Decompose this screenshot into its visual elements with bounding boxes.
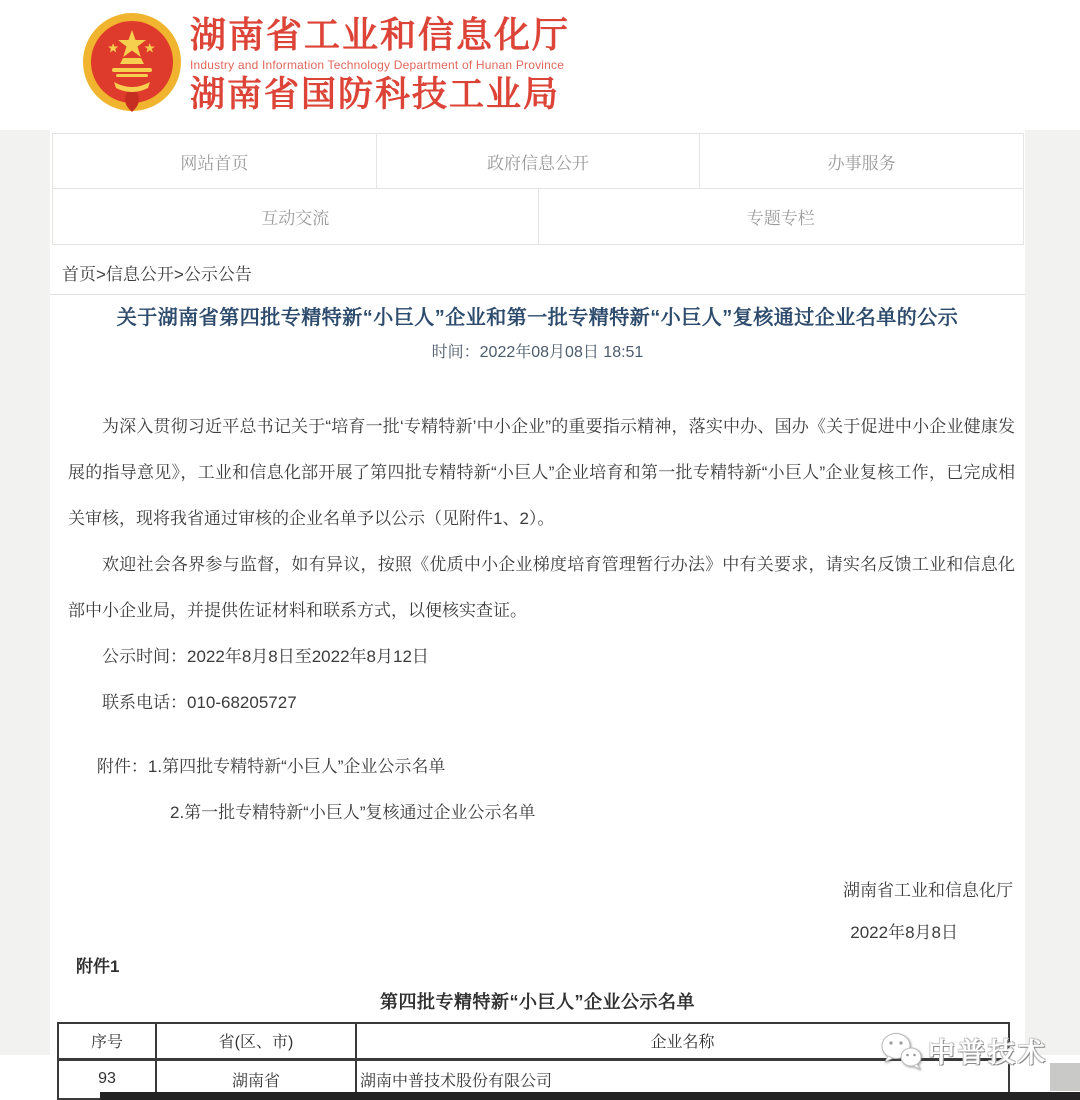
cell-seq: 93 [58, 1059, 156, 1099]
breadcrumb-divider [50, 294, 1025, 295]
nav-item-home[interactable]: 网站首页 [180, 153, 249, 173]
column-header-province: 省(区、市) [156, 1023, 356, 1059]
org-name-cn-secondary: 湖南省国防科技工业局 [190, 75, 561, 114]
signature-block [50, 878, 1013, 946]
attachment-item-2: 2.第一批专精特新“小巨人”复核通过企业公示名单 [170, 803, 536, 822]
signature-organization: 湖南省工业和信息化厅 [843, 881, 1013, 900]
org-name-english: Industry and Information Technology Department of Hunan Province [190, 58, 565, 72]
left-margin-strip [0, 130, 50, 1055]
site-header [0, 0, 1080, 130]
annex-1-label: 附件1 [76, 957, 120, 976]
nav-row-2 [53, 189, 1023, 244]
cell-company: 湖南中普技术股份有限公司 [356, 1059, 1009, 1099]
article-body [68, 404, 1015, 836]
article-paragraph-1: 为深入贯彻习近平总书记关于“培育一批‘专精特新’中小企业”的重要指示精神，落实中办、国办《关于促进中小企业健康发展的指导意见》，工业和信息化部开展了第四批专精特新“小巨人”企业培育和第一批专精特新“小巨人”企业复核工作，已完成相关审核，现将我省通过审核的企业名单予以公示（见附件1、2）。 [68, 417, 1015, 528]
attachment-item-1: 附件：1.第四批专精特新“小巨人”企业公示名单 [96, 757, 446, 776]
watermark-text: 中普技术 [928, 1037, 1048, 1068]
column-header-seq: 序号 [58, 1023, 156, 1059]
org-name-cn-primary: 湖南省工业和信息化厅 [190, 14, 571, 55]
nav-item-special-columns[interactable]: 专题专栏 [538, 189, 1024, 244]
article-paragraph-2: 欢迎社会各界参与监督，如有异议，按照《优质中小企业梯度培育管理暂行办法》中有关要求，请实名反馈工业和信息化部中小企业局，并提供佐证材料和联系方式，以便核实查证。 [68, 555, 1015, 620]
article-title: 关于湖南省第四批专精特新“小巨人”企业和第一批专精特新“小巨人”复核通过企业名单的公示 [116, 307, 959, 329]
nav-item-services[interactable]: 办事服务 [699, 134, 1023, 188]
company-list-table [57, 1022, 1010, 1100]
side-float-button[interactable] [1050, 1063, 1080, 1091]
article-timestamp: 时间：2022年08月08日 18:51 [431, 344, 644, 361]
annex-1-table-title: 第四批专精特新“小巨人”企业公示名单 [380, 992, 695, 1012]
breadcrumb[interactable]: 首页>信息公开>公示公告 [50, 250, 1025, 294]
bottom-edge-bar [100, 1092, 1080, 1100]
main-nav [52, 133, 1024, 245]
national-emblem-icon [80, 10, 184, 118]
national-emblem-logo[interactable] [80, 10, 184, 118]
table-header-row [58, 1023, 1009, 1059]
nav-item-gov-info[interactable]: 政府信息公开 [376, 134, 700, 188]
right-margin-strip [1025, 130, 1080, 1055]
contact-phone-line: 联系电话：010-68205727 [102, 693, 297, 712]
org-title-block [190, 14, 570, 115]
attachments-list [68, 744, 1015, 836]
column-header-company: 企业名称 [356, 1023, 1009, 1059]
cell-province: 湖南省 [156, 1059, 356, 1099]
signature-date: 2022年8月8日 [850, 923, 958, 942]
nav-row-1 [53, 134, 1023, 189]
nav-item-interaction[interactable]: 互动交流 [261, 209, 330, 228]
notice-period-line: 公示时间：2022年8月8日至2022年8月12日 [102, 647, 429, 666]
